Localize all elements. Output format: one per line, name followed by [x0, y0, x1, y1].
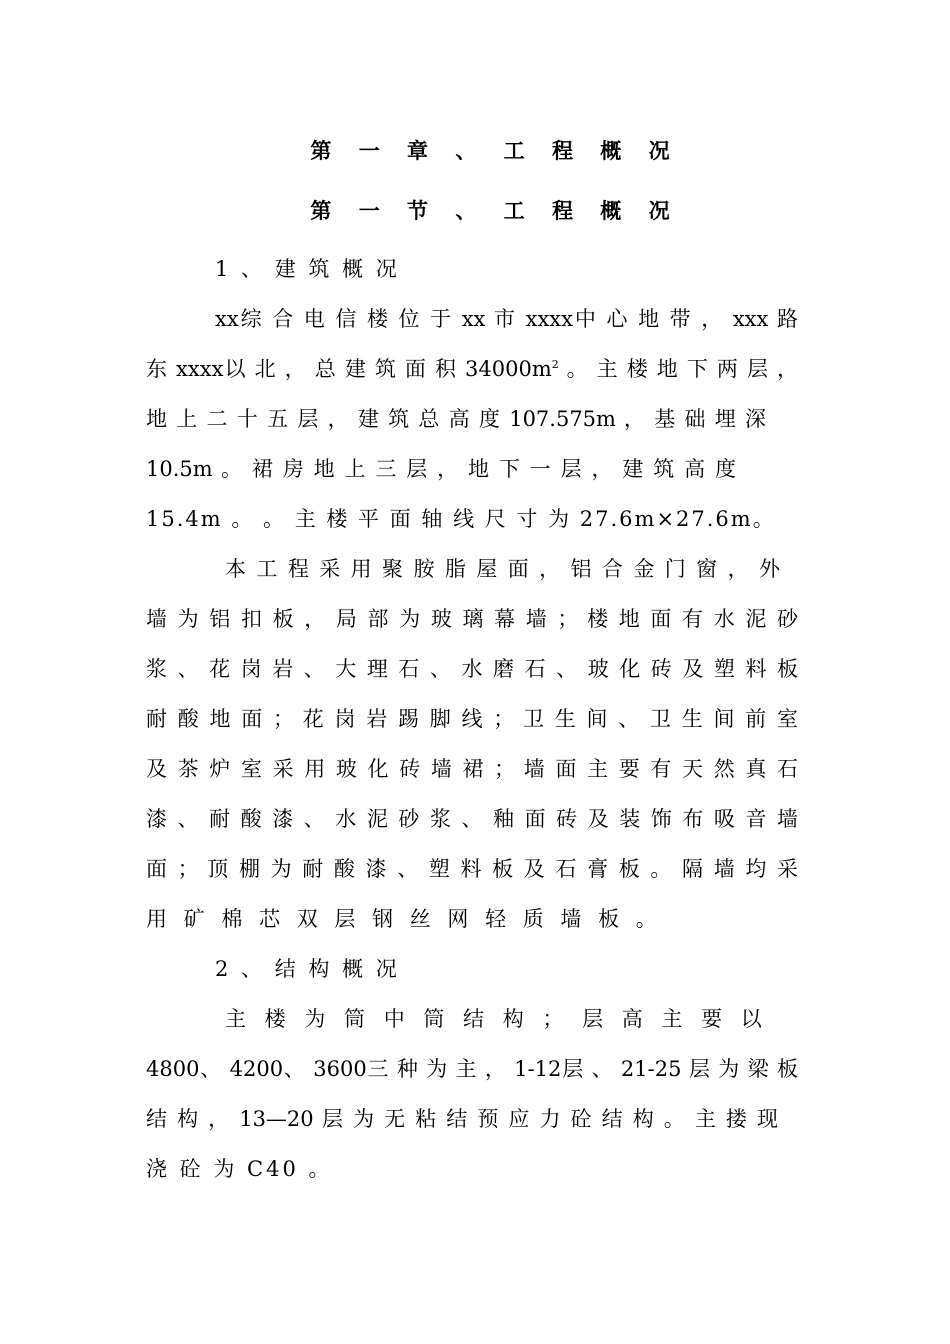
paragraph-line: 主 楼 为 筒 中 筒 结 构 ； 层 高 主 要 以: [225, 1007, 768, 1031]
paragraph-line: 及 茶 炉 室 采 用 玻 化 砖 墙 裙 ； 墙 面 主 要 有 天 然 真 石: [146, 757, 798, 781]
paragraph-line: 15.4m 。 。 主 楼 平 面 轴 线 尺 寸 为 27.6m×27.6m。: [146, 507, 776, 531]
chapter-title: 第 一 章 、 工 程 概 况: [310, 138, 680, 163]
paragraph-line: 本 工 程 采 用 聚 胺 脂 屋 面 ， 铝 合 金 门 窗 ， 外: [225, 557, 780, 581]
paragraph-line: 用 矿 棉 芯 双 层 钢 丝 网 轻 质 墙 板 。: [146, 907, 662, 931]
paragraph-line: 面 ； 顶 棚 为 耐 酸 漆 、 塑 料 板 及 石 膏 板 。 隔 墙 均 采: [146, 857, 798, 881]
paragraph-line: 地 上 二 十 五 层 ， 建 筑 总 高 度 107.575m ， 基 础 埋 深: [146, 407, 766, 431]
subsection-heading-architecture: 1 、 建 筑 概 况: [215, 257, 400, 281]
paragraph-line: 4800、 4200、 3600三 种 为 主 ， 1-12层 、 21-25 层 为 梁 板: [146, 1057, 798, 1081]
paragraph-line: 墙 为 铝 扣 板 ， 局 部 为 玻 璃 幕 墙 ； 楼 地 面 有 水 泥 砂: [146, 607, 798, 631]
text-run: 。 主 楼 地 下 两 层 ，: [558, 357, 799, 381]
text-run: 东 xxxx以 北 ， 总 建 筑 面 积 34000m: [146, 357, 552, 381]
paragraph-line: 10.5m 。 裙 房 地 上 三 层 ， 地 下 一 层 ， 建 筑 高 度: [146, 457, 736, 481]
paragraph-line: 结 构 ， 13—20 层 为 无 粘 结 预 应 力 砼 结 构 。 主 搂 现: [146, 1107, 778, 1131]
paragraph-line: 浇 砼 为 C40 。: [146, 1157, 333, 1181]
section-title: 第 一 节 、 工 程 概 况: [310, 198, 680, 223]
paragraph-line: 漆 、 耐 酸 漆 、 水 泥 砂 浆 、 釉 面 砖 及 装 饰 布 吸 音 墙: [146, 807, 798, 831]
paragraph-line: 浆 、 花 岗 岩 、 大 理 石 、 水 磨 石 、 玻 化 砖 及 塑 料 板: [146, 657, 798, 681]
paragraph-line: 耐 酸 地 面 ； 花 岗 岩 踢 脚 线 ； 卫 生 间 、 卫 生 间 前 室: [146, 707, 798, 731]
paragraph-line: xx综 合 电 信 楼 位 于 xx 市 xxxx中 心 地 带 ， xxx 路: [215, 307, 798, 331]
superscript: 2: [551, 358, 559, 371]
subsection-heading-structure: 2 、 结 构 概 况: [215, 957, 400, 981]
paragraph-line: [146, 354, 798, 384]
